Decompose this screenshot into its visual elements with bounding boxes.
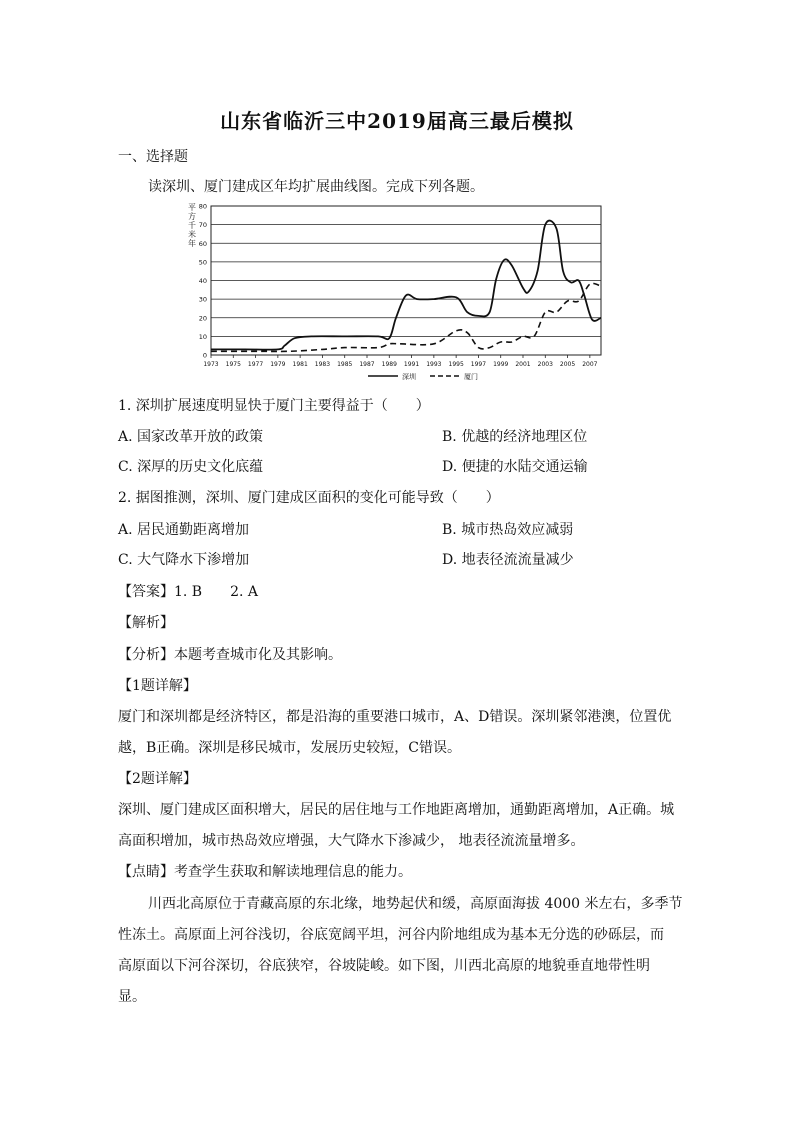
q2-stem: 2. 据图推测，深圳、厦门建成区面积的变化可能导致（ ） (118, 490, 500, 506)
x-tick-label: 1985 (337, 361, 353, 368)
section-heading: 一、选择题 (118, 149, 188, 165)
x-tick-label: 1991 (403, 361, 420, 368)
x-tick-label: 1983 (314, 361, 331, 368)
y-axis-label: 平方千米年 (188, 203, 196, 248)
answer-line: 【答案】1. B 2. A (118, 584, 259, 600)
y-tick-label: 70 (198, 221, 207, 230)
x-tick-label: 2001 (515, 361, 531, 368)
passage-line-3: 高原面以下河谷深切，谷底狭窄，谷坡陡峻。如下图，川西北高原的地貌垂直地带性明 (118, 958, 650, 974)
fenxi-line: 【分析】本题考查城市化及其影响。 (118, 647, 342, 663)
dianjing-line: 【点睛】考查学生获取和解读地理信息的能力。 (118, 864, 412, 880)
chart-container (178, 200, 608, 390)
y-tick-label: 30 (198, 295, 207, 304)
x-tick-label: 2003 (537, 361, 553, 368)
legend-label: 深圳 (402, 373, 416, 381)
page-title: 山东省临沂三中2019届高三最后模拟 (220, 109, 574, 133)
y-tick-label: 60 (198, 239, 207, 248)
detail-2-line-2: 高面积增加，城市热岛效应增强，大气降水下渗减少， 地表径流流量增多。 (118, 833, 585, 849)
series-line-shenzhen (211, 221, 601, 350)
q1-stem: 1. 深圳扩展速度明显快于厦门主要得益于（ ） (118, 398, 430, 414)
x-tick-label: 1993 (426, 361, 442, 368)
detail-1-heading: 【1题详解】 (118, 678, 197, 694)
x-tick-label: 1973 (203, 361, 219, 368)
passage-line-4: 显。 (118, 989, 146, 1005)
q2-option-b: B. 城市热岛效应减弱 (442, 522, 574, 538)
x-tick-label: 1989 (381, 361, 397, 368)
q1-option-d: D. 便捷的水陆交通运输 (442, 459, 588, 475)
x-tick-label: 2005 (559, 361, 576, 368)
y-tick-label: 20 (198, 314, 207, 323)
passage-line-2: 性冻土。高原面上河谷浅切，谷底宽阔平坦，河谷内阶地组成为基本无分选的砂砾层，而 (118, 927, 664, 943)
y-tick-label: 0 (202, 351, 207, 360)
x-tick-label: 1979 (270, 361, 286, 368)
passage-line-1: 川西北高原位于青藏高原的东北缘，地势起伏和缓，高原面海拔 4000 米左右，多季节 (148, 896, 683, 912)
q2-option-d: D. 地表径流流量减少 (442, 552, 574, 568)
q2-option-a: A. 居民通勤距离增加 (118, 522, 250, 538)
x-tick-label: 2007 (582, 361, 598, 368)
detail-2-line-1: 深圳、厦门建成区面积增大，居民的居住地与工作地距离增加，通勤距离增加，A正确。城 (118, 802, 675, 818)
x-tick-label: 1977 (247, 361, 264, 368)
q2-option-c: C. 大气降水下渗增加 (118, 552, 250, 568)
detail-1-line-2: 越，B正确。深圳是移民城市，发展历史较短，C错误。 (118, 740, 461, 756)
q1-option-b: B. 优越的经济地理区位 (442, 429, 588, 445)
q1-option-a: A. 国家改革开放的政策 (118, 429, 264, 445)
x-tick-label: 1995 (448, 361, 464, 368)
question-intro: 读深圳、厦门建成区年均扩展曲线图。完成下列各题。 (148, 179, 484, 195)
detail-2-heading: 【2题详解】 (118, 771, 197, 787)
x-tick-label: 1981 (292, 361, 308, 368)
x-tick-label: 1975 (225, 361, 241, 368)
analysis-heading: 【解析】 (118, 615, 174, 631)
detail-1-line-1: 厦门和深圳都是经济特区，都是沿海的重要港口城市，A、D错误。深圳紧邻港澳，位置优 (118, 709, 672, 725)
x-tick-label: 1999 (493, 361, 509, 368)
y-tick-label: 50 (198, 258, 207, 267)
x-tick-label: 1987 (359, 361, 375, 368)
q1-option-c: C. 深厚的历史文化底蕴 (118, 459, 264, 475)
x-tick-label: 1997 (470, 361, 487, 368)
legend-label: 厦门 (464, 373, 478, 381)
expansion-line-chart (178, 200, 608, 390)
y-tick-label: 80 (198, 202, 207, 211)
y-tick-label: 10 (198, 332, 207, 341)
y-tick-label: 40 (198, 277, 207, 285)
